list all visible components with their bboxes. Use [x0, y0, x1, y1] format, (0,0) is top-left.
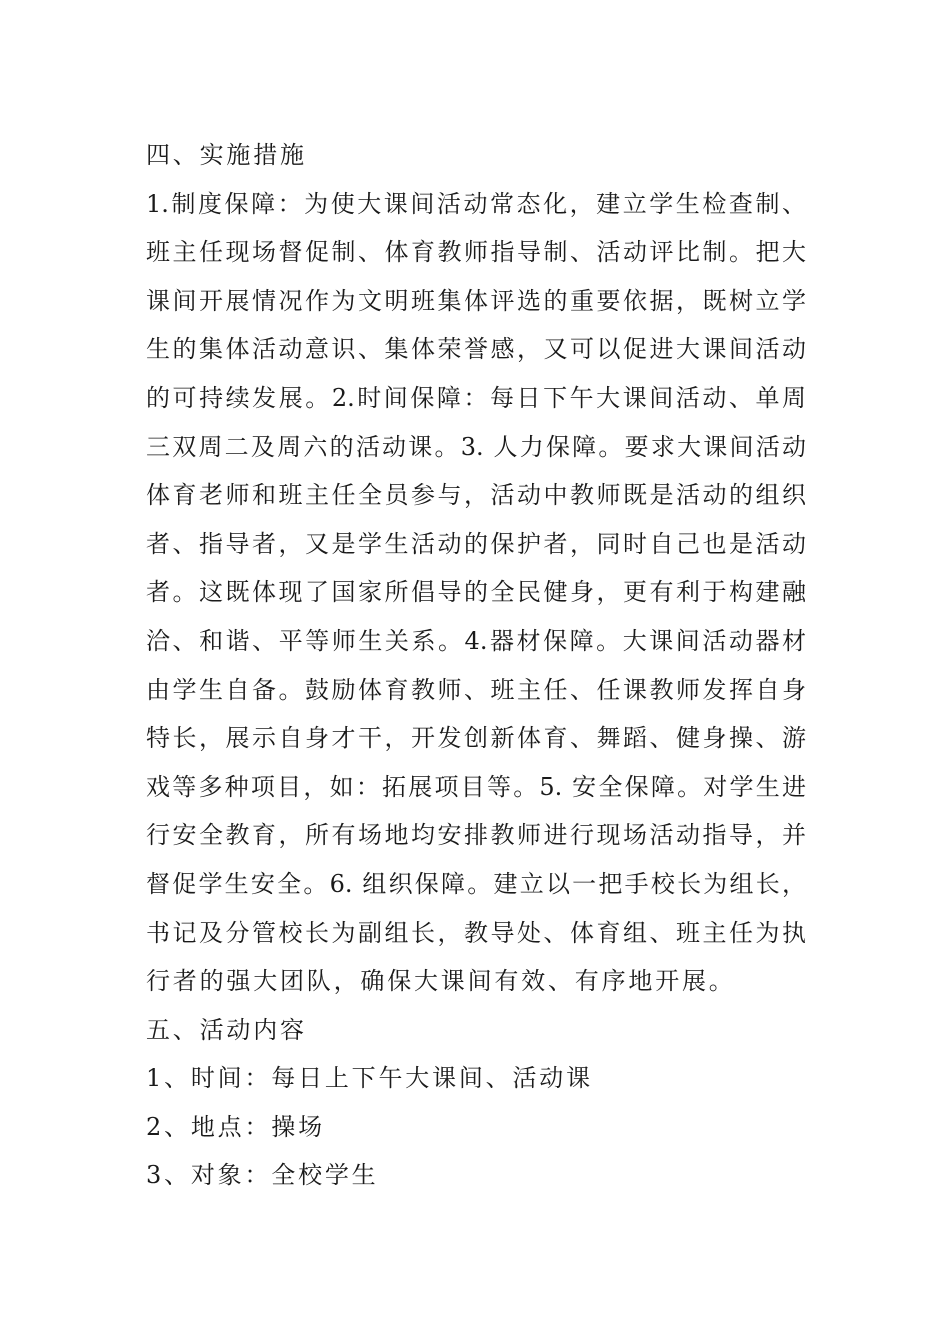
- paragraph-line: 行安全教育，所有场地均安排教师进行现场活动指导，并: [146, 821, 806, 850]
- paragraph-line: 者、指导者，又是学生活动的保护者，同时自己也是活动: [146, 529, 806, 558]
- paragraph-line: 书记及分管校长为副组长，教导处、体育组、班主任为执: [146, 918, 806, 947]
- paragraph-line: 生的集体活动意识、集体荣誉感，又可以促进大课间活动: [146, 335, 806, 364]
- paragraph-line: 者。这既体现了国家所倡导的全民健身，更有利于构建融: [146, 578, 806, 607]
- paragraph-line: 的可持续发展。2.时间保障：每日下午大课间活动、单周: [146, 383, 806, 412]
- paragraph-line: 体育老师和班主任全员参与，活动中教师既是活动的组织: [146, 481, 806, 510]
- paragraph-line-last: 行者的强大团队，确保大课间有效、有序地开展。: [146, 967, 736, 996]
- list-item-audience: 3、对象：全校学生: [146, 1161, 379, 1190]
- paragraph-line: 班主任现场督促制、体育教师指导制、活动评比制。把大: [146, 238, 806, 267]
- paragraph-line: 由学生自备。鼓励体育教师、班主任、任课教师发挥自身: [146, 675, 806, 704]
- paragraph-line: 洽、和谐、平等师生关系。4.器材保障。大课间活动器材: [146, 626, 806, 655]
- paragraph-line: 特长，展示自身才干，开发创新体育、舞蹈、健身操、游: [146, 724, 806, 753]
- document-body: [146, 131, 806, 1200]
- paragraph-line: 课间开展情况作为文明班集体评选的重要依据，既树立学: [146, 286, 806, 315]
- paragraph-line: 戏等多种项目，如：拓展项目等。5. 安全保障。对学生进: [146, 772, 806, 801]
- list-item-location: 2、地点：操场: [146, 1112, 325, 1141]
- section-heading-5: 五、活动内容: [146, 1015, 307, 1044]
- paragraph-line: 三双周二及周六的活动课。3. 人力保障。要求大课间活动: [146, 432, 806, 461]
- paragraph-line: 1.制度保障：为使大课间活动常态化，建立学生检查制、: [146, 189, 806, 218]
- list-item-time: 1、时间：每日上下午大课间、活动课: [146, 1064, 593, 1093]
- section-heading-4: 四、实施措施: [146, 141, 307, 169]
- paragraph-line: 督促学生安全。6. 组织保障。建立以一把手校长为组长，: [146, 869, 806, 898]
